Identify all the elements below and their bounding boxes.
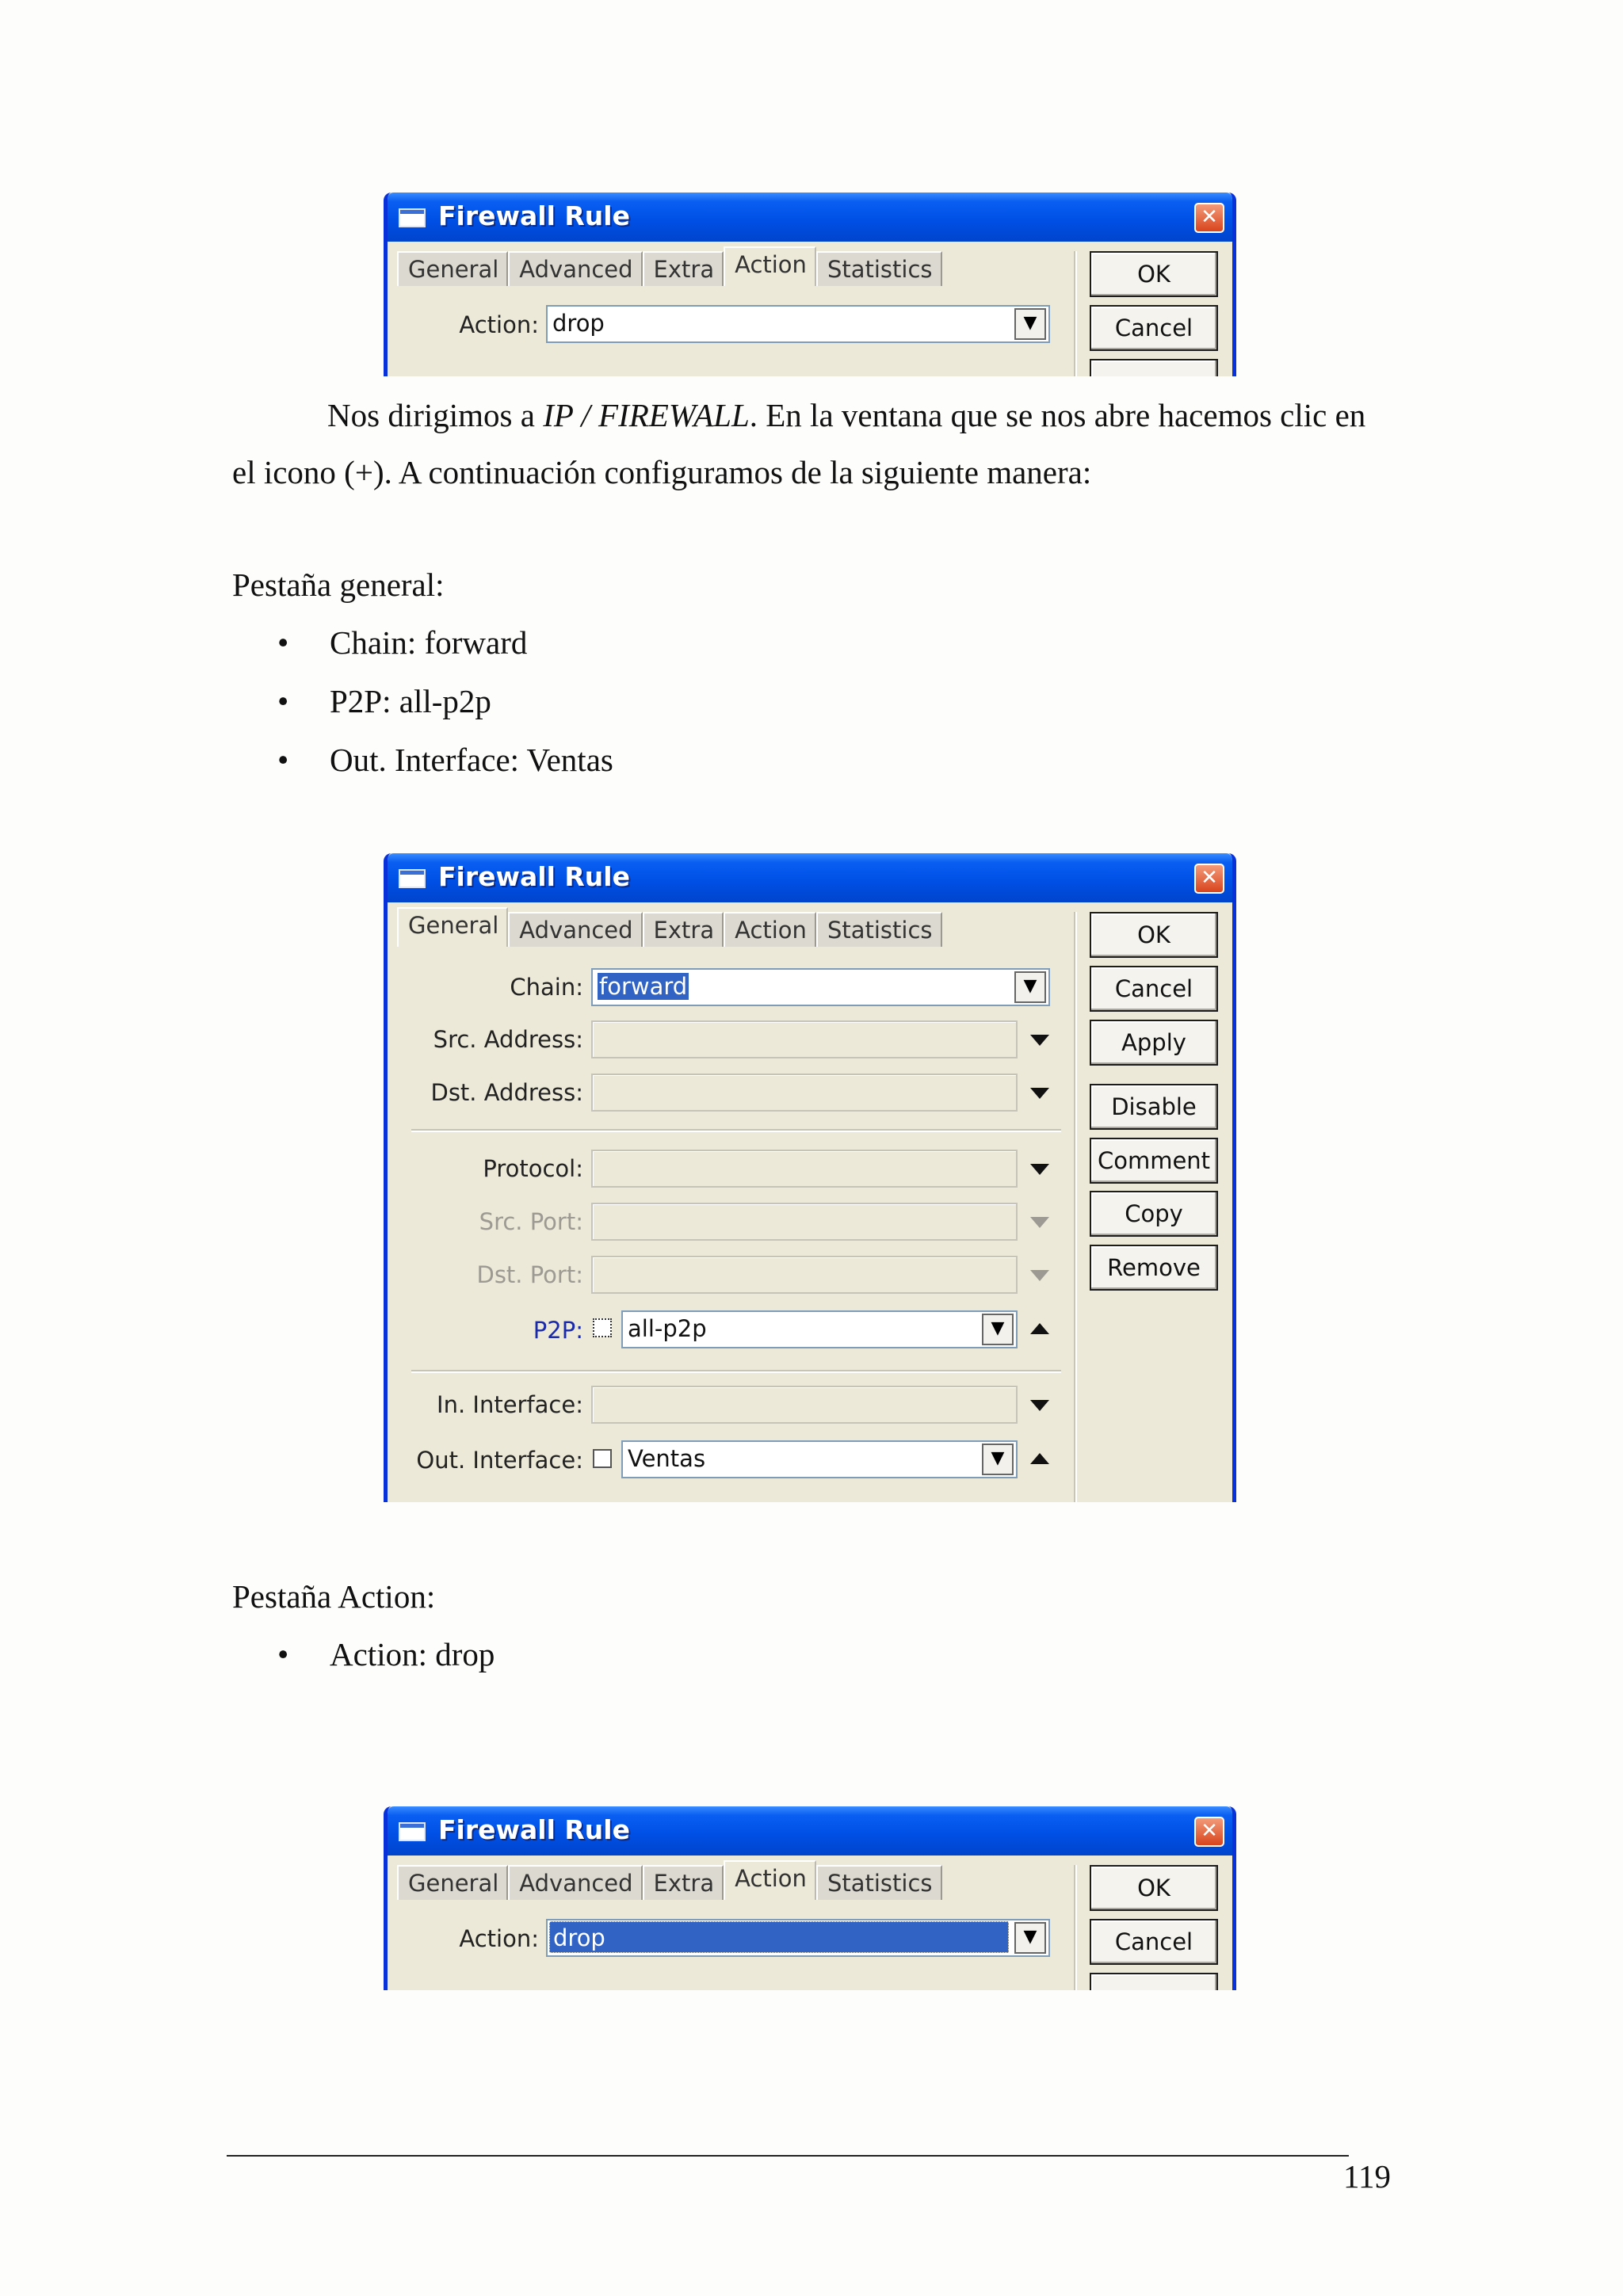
- dropdown-arrow-icon: [1030, 1217, 1049, 1228]
- menu-path: IP / FIREWALL: [543, 397, 750, 433]
- disable-button[interactable]: Disable: [1090, 1084, 1218, 1130]
- list-item: [277, 730, 613, 789]
- action-label: Action:: [459, 311, 539, 338]
- close-icon[interactable]: ✕: [1194, 864, 1224, 894]
- list-item: [277, 1625, 495, 1684]
- list-item-text: Out. Interface: Ventas: [330, 742, 613, 778]
- tab-bar: [397, 1865, 942, 1900]
- action-value: drop: [552, 310, 605, 337]
- chain-value: forward: [599, 973, 688, 1000]
- dst-port-label: Dst. Port:: [476, 1261, 583, 1288]
- tab-general[interactable]: General: [397, 907, 508, 947]
- tab-bar: [397, 912, 942, 947]
- dropdown-arrow-icon[interactable]: [1030, 1400, 1049, 1411]
- src-address-field[interactable]: [591, 1020, 1018, 1058]
- out-interface-invert-checkbox[interactable]: [593, 1449, 612, 1468]
- dialog-titlebar[interactable]: [388, 193, 1232, 242]
- dialog-titlebar[interactable]: [388, 1806, 1232, 1855]
- divider: [1074, 251, 1077, 376]
- window-icon: [399, 208, 426, 227]
- comment-button[interactable]: Comment: [1090, 1138, 1218, 1184]
- expand-up-icon[interactable]: [1030, 1453, 1049, 1464]
- separator: [411, 1129, 1061, 1132]
- general-section-heading: Pestaña general:: [232, 566, 445, 603]
- apply-button[interactable]: [1090, 1973, 1218, 1990]
- tab-action[interactable]: Action: [724, 912, 816, 947]
- apply-button[interactable]: Apply: [1090, 1020, 1218, 1066]
- tab-statistics[interactable]: Statistics: [816, 1865, 942, 1900]
- tab-advanced[interactable]: Advanced: [508, 1865, 642, 1900]
- divider: [1074, 912, 1077, 1502]
- intro-paragraph: [232, 387, 1393, 501]
- bullet-icon: •: [277, 624, 289, 661]
- copy-button[interactable]: Copy: [1090, 1191, 1218, 1237]
- cancel-button[interactable]: Cancel: [1090, 1919, 1218, 1965]
- p2p-select[interactable]: [621, 1310, 1018, 1348]
- list-item: [277, 672, 613, 730]
- dropdown-arrow-icon[interactable]: ▼: [982, 1314, 1014, 1345]
- close-icon[interactable]: ✕: [1194, 1817, 1224, 1847]
- close-icon[interactable]: ✕: [1194, 203, 1224, 233]
- apply-button[interactable]: [1090, 359, 1218, 376]
- tab-general[interactable]: General: [397, 1865, 508, 1900]
- dropdown-arrow-icon[interactable]: ▼: [1014, 971, 1046, 1003]
- list-item-text: P2P: all-p2p: [330, 683, 491, 719]
- expand-up-icon[interactable]: [1030, 1323, 1049, 1334]
- divider: [1074, 1865, 1077, 1990]
- dropdown-arrow-icon[interactable]: [1030, 1035, 1049, 1046]
- tab-advanced[interactable]: Advanced: [508, 251, 642, 286]
- in-interface-field[interactable]: [591, 1386, 1018, 1424]
- cancel-button[interactable]: Cancel: [1090, 305, 1218, 351]
- intro-text-start: Nos dirigimos a: [327, 397, 544, 433]
- window-icon: [399, 1822, 426, 1841]
- dialog-title: Firewall Rule: [438, 1814, 630, 1845]
- bullet-icon: •: [277, 1636, 289, 1672]
- p2p-label: P2P:: [533, 1317, 583, 1344]
- chain-select[interactable]: [591, 968, 1050, 1006]
- remove-button[interactable]: Remove: [1090, 1245, 1218, 1291]
- tab-action[interactable]: Action: [724, 246, 816, 286]
- ok-button[interactable]: OK: [1090, 912, 1218, 958]
- ok-button[interactable]: OK: [1090, 251, 1218, 297]
- ok-button[interactable]: OK: [1090, 1865, 1218, 1911]
- action-settings-list: [277, 1625, 495, 1684]
- chain-label: Chain:: [510, 974, 583, 1001]
- protocol-field[interactable]: [591, 1150, 1018, 1188]
- tab-statistics[interactable]: Statistics: [816, 912, 942, 947]
- firewall-rule-dialog-action-bottom: [384, 1806, 1236, 1990]
- p2p-invert-checkbox[interactable]: [593, 1318, 612, 1337]
- src-port-field: [591, 1203, 1018, 1241]
- action-select[interactable]: [546, 1919, 1050, 1957]
- p2p-value: all-p2p: [628, 1315, 707, 1342]
- dropdown-arrow-icon[interactable]: [1030, 1088, 1049, 1099]
- dropdown-arrow-icon: [1030, 1270, 1049, 1281]
- firewall-rule-dialog-general: [384, 853, 1236, 1502]
- tab-extra[interactable]: Extra: [643, 912, 724, 947]
- cancel-button[interactable]: Cancel: [1090, 966, 1218, 1012]
- dropdown-arrow-icon[interactable]: [1030, 1164, 1049, 1175]
- out-interface-value: Ventas: [628, 1445, 706, 1472]
- src-address-label: Src. Address:: [433, 1026, 583, 1053]
- dst-port-field: [591, 1256, 1018, 1294]
- out-interface-label: Out. Interface:: [416, 1447, 583, 1474]
- dialog-titlebar[interactable]: [388, 853, 1232, 902]
- dropdown-arrow-icon[interactable]: ▼: [1014, 308, 1046, 340]
- separator: [411, 1370, 1061, 1373]
- firewall-rule-dialog-action-top: [384, 193, 1236, 376]
- action-value: drop: [549, 1921, 1009, 1953]
- dropdown-arrow-icon[interactable]: ▼: [1014, 1922, 1046, 1954]
- src-port-label: Src. Port:: [479, 1208, 583, 1235]
- protocol-label: Protocol:: [483, 1155, 583, 1182]
- tab-general[interactable]: General: [397, 251, 508, 286]
- dialog-title: Firewall Rule: [438, 861, 630, 892]
- dst-address-field[interactable]: [591, 1074, 1018, 1112]
- dialog-title: Firewall Rule: [438, 200, 630, 231]
- action-label: Action:: [459, 1925, 539, 1952]
- dst-address-label: Dst. Address:: [430, 1079, 583, 1106]
- list-item-text: Action: drop: [330, 1636, 495, 1672]
- tab-action[interactable]: Action: [724, 1860, 816, 1900]
- out-interface-select[interactable]: [621, 1440, 1018, 1478]
- action-section-heading: Pestaña Action:: [232, 1578, 436, 1615]
- tab-statistics[interactable]: Statistics: [816, 251, 942, 286]
- tab-extra[interactable]: Extra: [643, 1865, 724, 1900]
- footer-rule: [227, 2155, 1349, 2157]
- general-settings-list: [277, 613, 613, 789]
- bullet-icon: •: [277, 742, 289, 778]
- tab-extra[interactable]: Extra: [643, 251, 724, 286]
- intro-text-end: . En la ventana que se nos abre hacemos clic en el icono (+). A continuación configuramos de la siguiente manera:: [232, 397, 1366, 490]
- action-select[interactable]: [546, 305, 1050, 343]
- in-interface-label: In. Interface:: [437, 1391, 583, 1418]
- bullet-icon: •: [277, 683, 289, 719]
- list-item-text: Chain: forward: [330, 624, 528, 661]
- window-icon: [399, 869, 426, 888]
- list-item: [277, 613, 613, 672]
- tab-advanced[interactable]: Advanced: [508, 912, 642, 947]
- dropdown-arrow-icon[interactable]: ▼: [982, 1444, 1014, 1475]
- page-number: 119: [1343, 2158, 1391, 2195]
- tab-bar: [397, 251, 942, 286]
